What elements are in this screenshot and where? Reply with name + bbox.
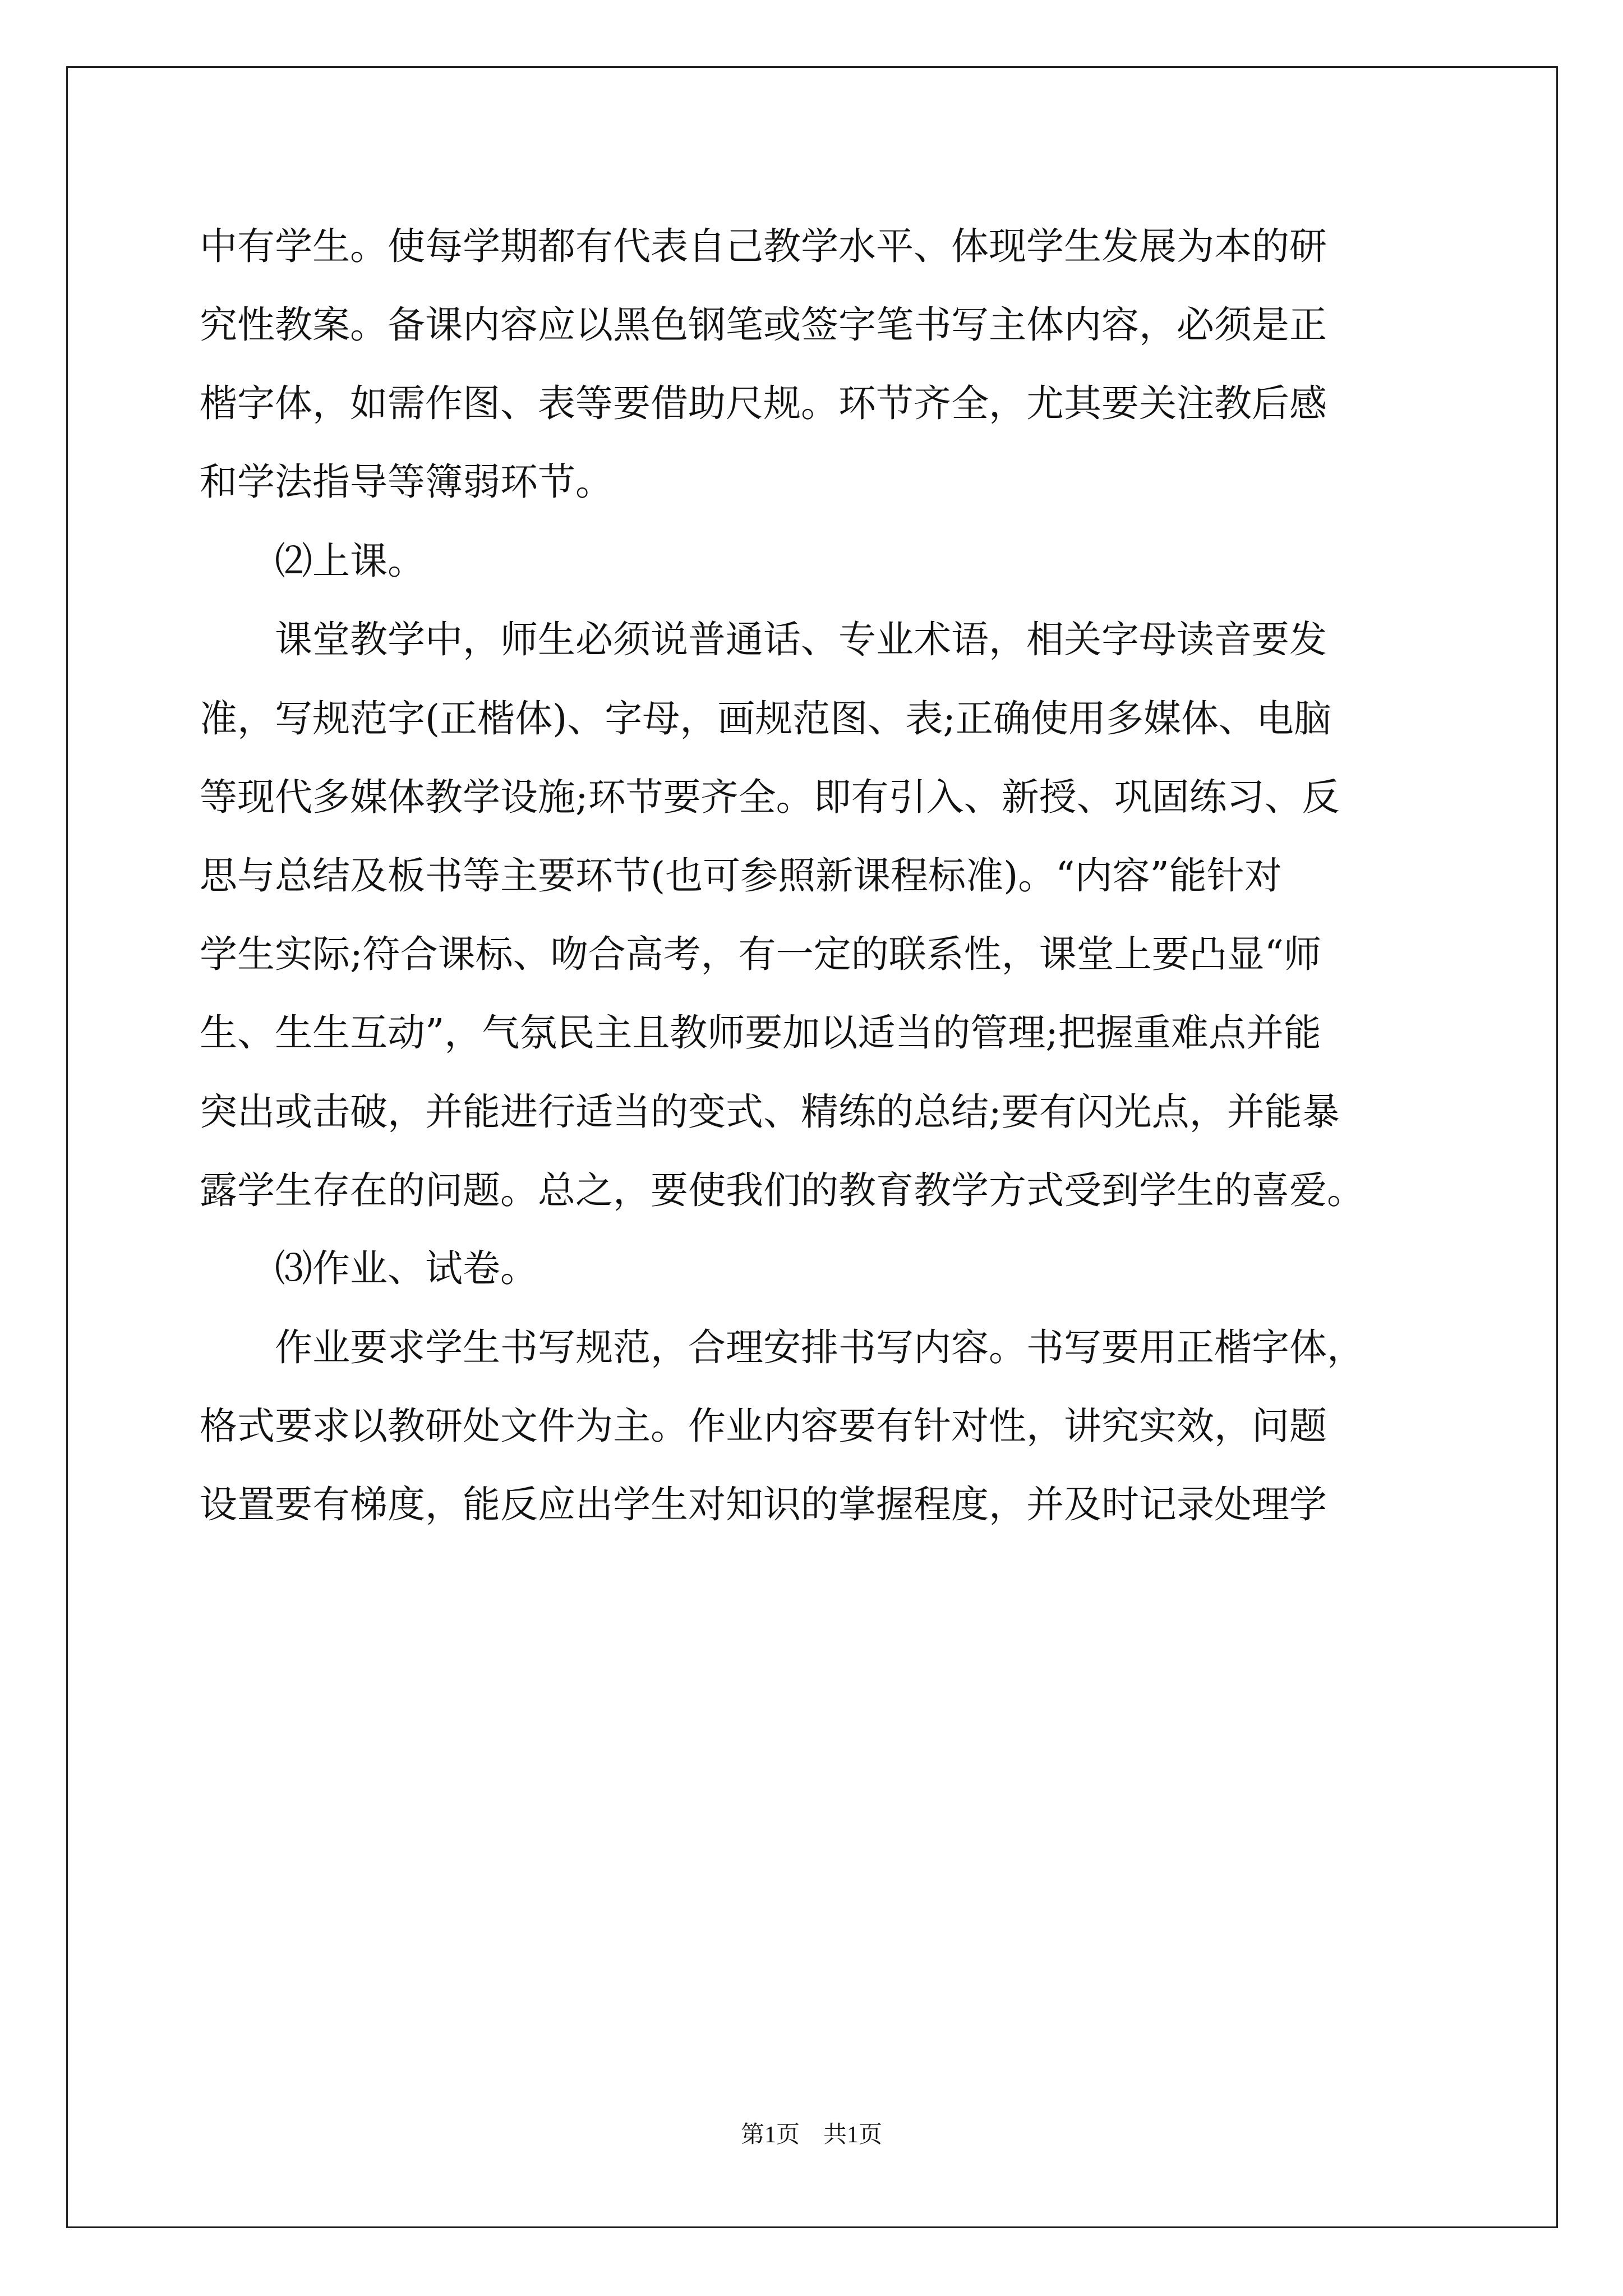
- section-heading: ⑶作业、试卷。: [275, 1246, 538, 1290]
- text-line: 中有学生。使每学期都有代表自己教学水平、体现学生发展为本的研: [200, 224, 1327, 268]
- text-line: 设置要有梯度，能反应出学生对知识的掌握程度，并及时记录处理学: [200, 1483, 1327, 1526]
- text-line: 准，写规范字(正楷体)、字母，画规范图、表;正确使用多媒体、电脑: [200, 697, 1331, 740]
- text-line: 究性教案。备课内容应以黑色钢笔或签字笔书写主体内容，必须是正: [200, 303, 1327, 347]
- text-line: 突出或击破，并能进行适当的变式、精练的总结;要有闪光点，并能暴: [200, 1090, 1340, 1134]
- text-line: 生、生生互动”，气氛民主且教师要加以适当的管理;把握重难点并能: [200, 1011, 1321, 1055]
- text-line: 课堂教学中，师生必须说普通话、专业术语，相关字母读音要发: [275, 618, 1327, 661]
- text-line: 和学法指导等簿弱环节。: [200, 460, 613, 504]
- text-line: 学生实际;符合课标、吻合高考，有一定的联系性，课堂上要凸显“师: [200, 932, 1321, 976]
- text-line: 思与总结及板书等主要环节(也可参照新课程标准)。“内容”能针对: [200, 854, 1282, 898]
- page-number: 第1页: [740, 2122, 800, 2148]
- page-total: 共1页: [823, 2122, 883, 2148]
- text-line: 等现代多媒体教学设施;环节要齐全。即有引入、新授、巩固练习、反: [200, 775, 1340, 819]
- section-heading: ⑵上课。: [275, 539, 425, 583]
- text-line: 作业要求学生书写规范，合理安排书写内容。书写要用正楷字体，: [275, 1326, 1364, 1369]
- text-line: 格式要求以教研处文件为主。作业内容要有针对性，讲究实效，问题: [200, 1404, 1327, 1448]
- text-line: 楷字体，如需作图、表等要借助尺规。环节齐全，尤其要关注教后感: [200, 381, 1327, 425]
- text-line: 露学生存在的问题。总之，要使我们的教育教学方式受到学生的喜爱。: [200, 1168, 1364, 1212]
- page-footer: [0, 2123, 1623, 2147]
